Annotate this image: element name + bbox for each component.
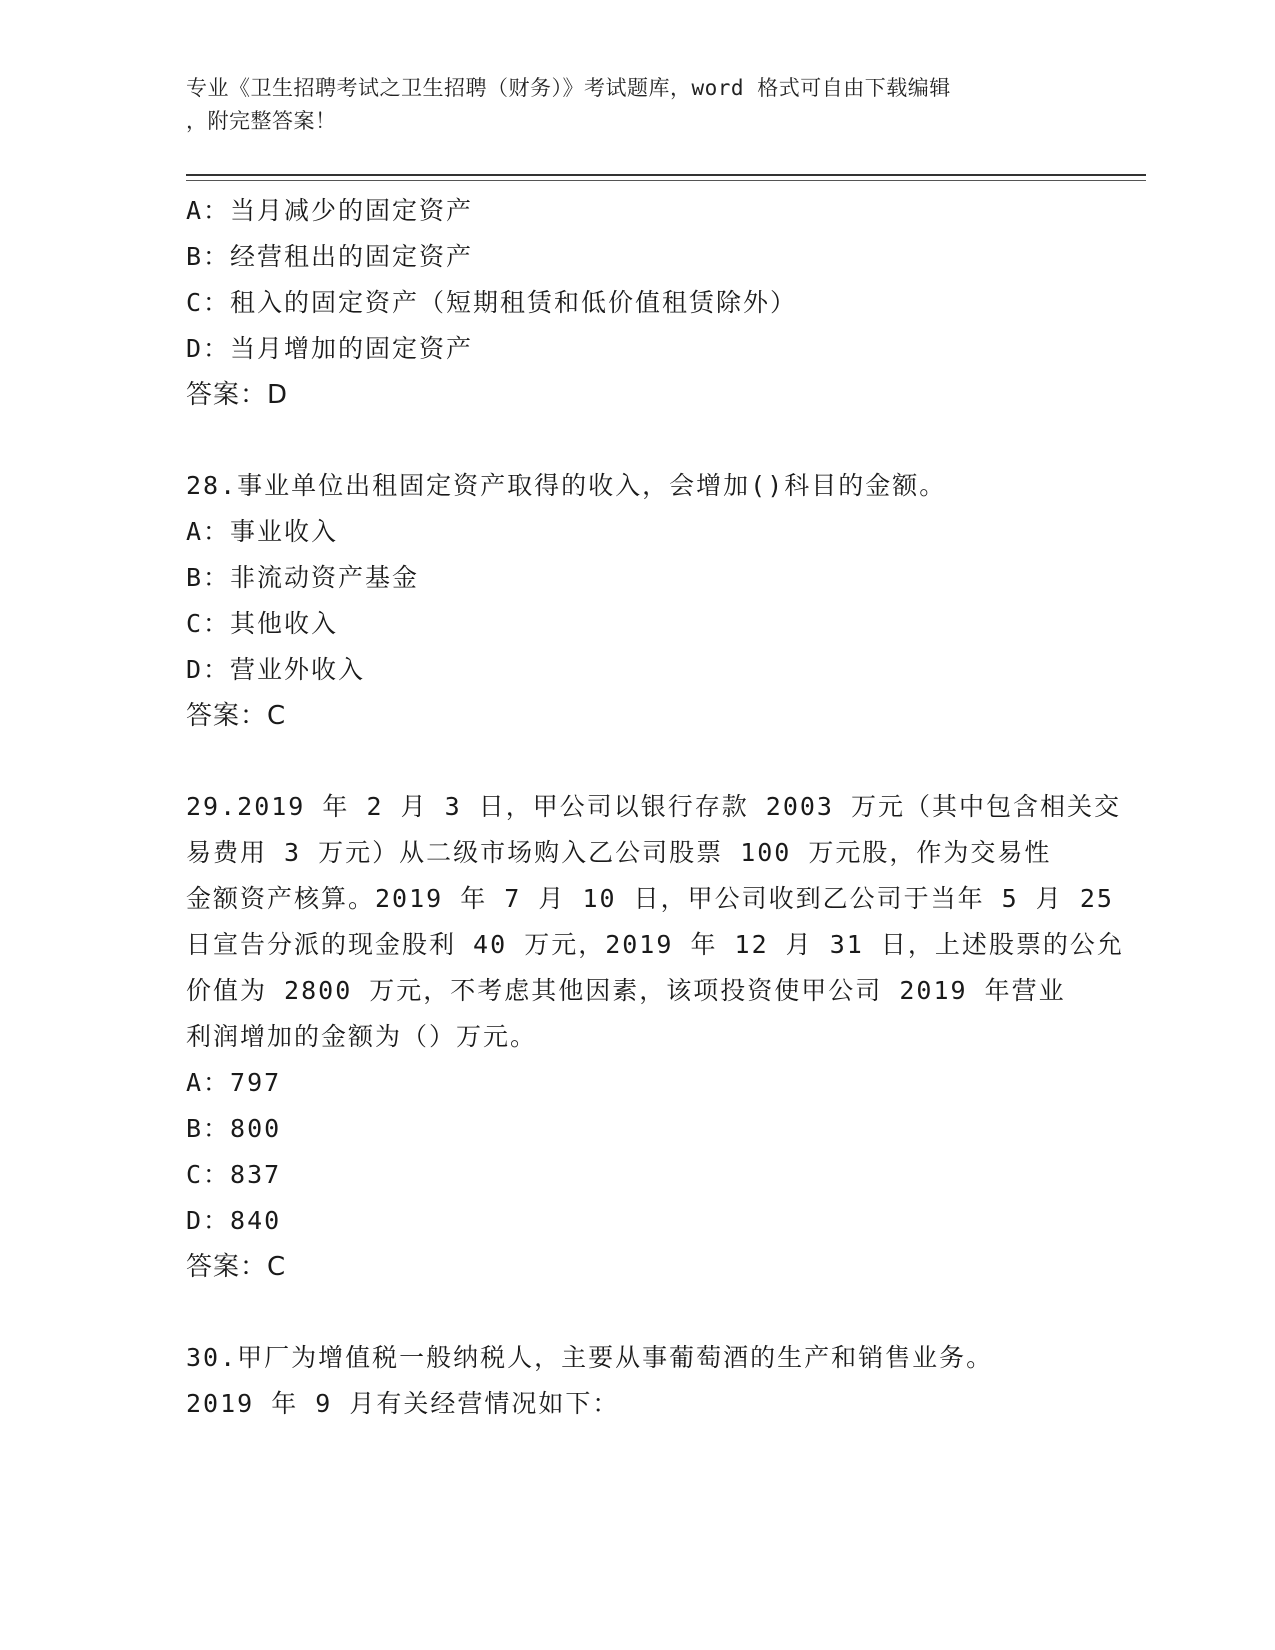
stem-line-2: 易费用 3 万元）从二级市场购入乙公司股票 100 万元股，作为交易性 (186, 838, 1052, 867)
question-spacer (186, 739, 1086, 784)
question-27 (186, 188, 1086, 418)
option-c: C：其他收入 (186, 609, 339, 638)
stem-line-4: 日宣告分派的现金股利 40 万元，2019 年 12 月 31 日，上述股票的公允 (186, 930, 1124, 959)
option-a: A：当月减少的固定资产 (186, 196, 474, 225)
header-rule-thick (186, 174, 1146, 176)
question-stem (186, 784, 1124, 1060)
answer: 答案：D (186, 380, 289, 410)
header-line-2: ，附完整答案！ (186, 109, 337, 133)
option-c: C：租入的固定资产（短期租赁和低价值租赁除外） (186, 288, 798, 317)
answer: 答案：C (186, 701, 287, 731)
option-a: A：事业收入 (186, 517, 339, 546)
document-header (186, 72, 1066, 138)
question-content (186, 188, 1124, 1427)
option-b: B：经营租出的固定资产 (186, 242, 474, 271)
stem-line-5: 价值为 2800 万元，不考虑其他因素，该项投资使甲公司 2019 年营业 (186, 976, 1066, 1005)
option-c: C：837 (186, 1160, 282, 1189)
answer: 答案：C (186, 1252, 287, 1282)
option-d: D：营业外收入 (186, 655, 366, 684)
stem-line-3: 金额资产核算。2019 年 7 月 10 日，甲公司收到乙公司于当年 5 月 25 (186, 884, 1114, 913)
question-30 (186, 1335, 1086, 1427)
header-line-1: 专业《卫生招聘考试之卫生招聘（财务）》考试题库，word 格式可自由下载编辑 (186, 76, 951, 100)
stem-line-6: 利润增加的金额为（）万元。 (186, 1022, 538, 1051)
header-rule-thin (186, 180, 1146, 181)
question-28 (186, 463, 1086, 739)
stem-line-2: 2019 年 9 月有关经营情况如下： (186, 1389, 620, 1418)
option-a: A：797 (186, 1068, 282, 1097)
option-b: B：800 (186, 1114, 282, 1143)
option-d: D：当月增加的固定资产 (186, 334, 474, 363)
option-b: B：非流动资产基金 (186, 563, 420, 592)
question-29 (186, 784, 1124, 1290)
stem-line-1: 30.甲厂为增值税一般纳税人，主要从事葡萄酒的生产和销售业务。 (186, 1343, 994, 1372)
question-spacer (186, 1290, 1086, 1335)
stem-line-1: 29.2019 年 2 月 3 日，甲公司以银行存款 2003 万元（其中包含相关交 (186, 792, 1122, 821)
option-d: D：840 (186, 1206, 282, 1235)
question-spacer (186, 418, 1086, 463)
question-stem: 28.事业单位出租固定资产取得的收入，会增加()科目的金额。 (186, 471, 947, 500)
